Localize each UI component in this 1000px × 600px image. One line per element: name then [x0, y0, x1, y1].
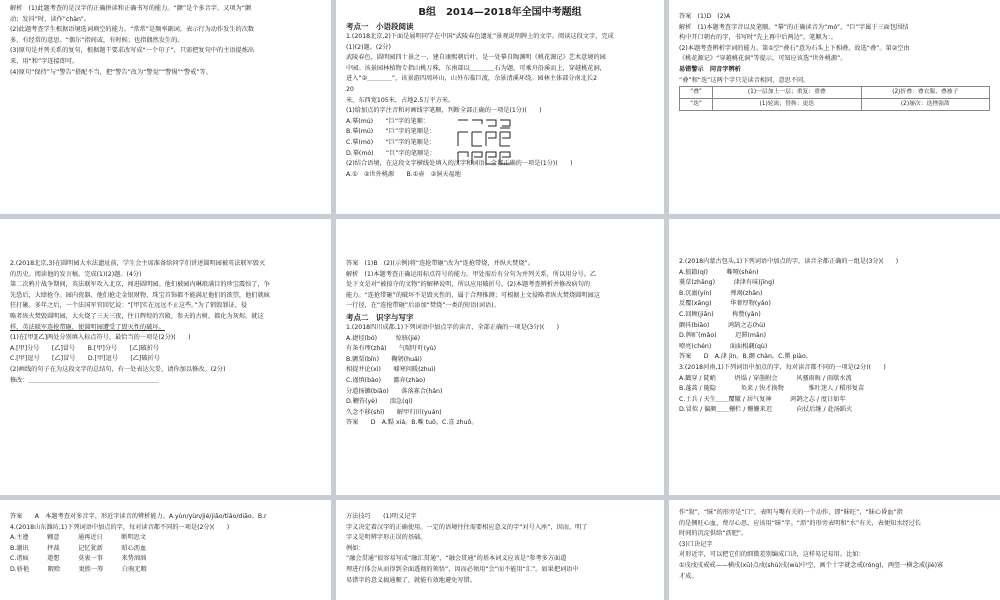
text-line: C.士兵 / 天生＿＿覆辙 / 居气复神 鸿鹄之志 / 度日如年 [679, 395, 846, 403]
text-line: 例如： [346, 544, 365, 552]
text-line: 颤抖(biāo) 鸿鹄之志(hù) [679, 321, 766, 329]
text-line: (1)给加点的字注音和对画线字笔顺，判断全部正确的一项是(1分)( ) [346, 107, 542, 115]
document-page-9 [669, 500, 1000, 600]
text-line: 作“叙”，“昧”的形旁是“口”，表明与嘴有关的一个动作，即“昧旺”，“昧心昏血”指 [679, 509, 903, 516]
text-line: B.沉溺(yín) 殚竭(zhān) [679, 289, 763, 297]
text-line: 方法技巧 (1)明义记字 [346, 513, 417, 520]
text-line: C.谨慎(bào) 鄙弃(zhào) [346, 376, 426, 384]
text-line: C.诸疯 遨想 莫衷一事 来势汹汹 [10, 555, 147, 563]
text-line: 4.(2018山东潍坊,1)下列词语中加点的字，每对读音都不同的一项是(2分)( ) [10, 523, 230, 531]
text-line: A.摹(mú) “巨”字的笔顺： [346, 117, 429, 125]
text-line: (3)口诀记字 [679, 540, 713, 548]
document-page-1 [0, 0, 331, 214]
text-line: 解析 (1)此题考查的是汉字的正确拼读和正确书写的能力。“颤”是个多音字，又项为“颤 [10, 5, 252, 12]
text-line: 理进行体会从而得到全面透彻的领悟”，因而必须用“会”而不能用“汇”。如果把词语中 [346, 565, 579, 573]
text-line: D.冒似 / 偏颇＿＿栅栏 / 姗姗来迟 向仗后继 / 赴汤蹈火 [679, 406, 853, 414]
text-line: C.[甲]逗号 [乙]冒号 D.[甲]逗号 [乙]破折号 [10, 355, 160, 363]
text-line: A.狼籍(qí) 嘶哑(shěn) [679, 268, 759, 276]
table-cell: (1)一层加上一层；重复：重叠 [712, 87, 861, 99]
text-line: B.摹(mú) “巨”字的笔顺是： [346, 128, 436, 136]
text-line: 米，东西宽105米，占地2.5万平方米。 [346, 96, 455, 104]
text-line: 解析 (1)本题考查字音以及笔顺。“摹”的正确读音为“mó”，“巨”字属于三面包围结 [679, 23, 909, 31]
document-page-7 [0, 500, 331, 600]
text-line: 能力。“连抢带砸”的破坏不是毁灭性的，属于合理推测；可根据上文侵略者纵火焚烧圆明园这 [346, 291, 600, 299]
text-line: 嘹亮(chén) 面面相觑(qù) [679, 342, 768, 350]
text-line: 时间的沉淀供给“沥肥”。 [679, 530, 748, 538]
answer-line: 答案 (1)B (2)(示例)将“连抢带砸”改为“连抢带烧，并纵火焚烧”。 [346, 260, 534, 267]
text-line: 反覆(xāng) 华奢厚物(yǎo) [679, 300, 771, 308]
text-line: 第二次鸦片战争期间，英法联军攻入北京，闯进圆明园。他们被园内琳琅满目的珍宝震惊了，争 [10, 281, 270, 289]
text-line: A.[甲]分号 [乙]冒号 B.[甲]分号 [乙]破折号 [10, 344, 160, 352]
text-line: 武陵春色，圆明园四十景之一，建自康熙朝后叶，是一处摹自陶渊明《桃花源记》艺术意境的园 [346, 54, 606, 62]
text-line: (1)在[甲][乙]两处分别填入标点符号，最恰当的一项是(2分)( ) [10, 334, 191, 342]
text-line: 解析 (1)本题考查正确运用标点符号的能力。甲处需后有分句为并列关系，所以用分号。乙 [346, 270, 597, 278]
text-line: 样，英法联军连抢带砸，使圆明园遭受了毁灭性的破坏。 [10, 323, 165, 331]
text-line: 2.(2018内蒙古包头,1)下列词语中加点的字，读音全都正确的一组是(3分)( ) [679, 258, 899, 265]
tip-heading: 易错警示 同音字辨析 [679, 65, 741, 73]
document-page-5 [336, 219, 664, 495]
text-line: 略者纵火焚毁圆明园，大火烧了三天三夜，往日辉煌的宫殿，参天的古树，都化为灰烬。就这 [10, 312, 264, 320]
text-line: (2)结合语境，在这段文字横线处填入的汉字和词语，全都正确的一项是(1分)( ) [346, 160, 573, 168]
text-line: 《桃花源记》“穿越桃花洞”等提示，可知应该选“世外桃源”。 [679, 55, 847, 63]
text-line: 中园。该景园林植物专指山桃万株，东南部以＿＿＿＿石为题，可乘舟沿溪而上，穿越桃花洞， [346, 64, 606, 72]
text-line: 多，有经常的意思。“偶尔”指间或，有时候；也指偶然发生的。 [10, 36, 184, 44]
section-title: B组 2014—2018年全国中考题组 [418, 7, 582, 18]
text-line: 的历史。阅读他的发言稿，完成(1)(2)题。(4分) [10, 270, 142, 278]
document-page-3 [669, 0, 1000, 214]
text-line: 动；发抖”时，读作“chàn”。 [10, 15, 91, 23]
text-line: (4)原句“保持”与“警告”搭配不当，把“警告”改为“警觉”“警惕”“警戒”等。 [10, 68, 212, 76]
text-line: 久念不移(shī) 解甲归田(yuán) [346, 408, 442, 416]
section-heading: 考点二 识字与写字 [346, 312, 414, 322]
text-line: 狂打砸。多年之后，一个法国军官回忆说：“[甲]实在远远不止这些。”为了销毁罪证，侵 [10, 302, 248, 310]
text-line: 对形近字，可以把它们的细微差别编成口诀，这样易记易用。比如： [679, 551, 865, 559]
table-cell: (1)轮流；替换：更迭 [712, 99, 861, 111]
document-page-8 [336, 500, 664, 600]
text-line: B.潮讯 抨裁 记忆犹新 昭心沥血 [10, 544, 147, 552]
text-line: B.蓬蒿 / 随隐 奂来 / 快才换物 惟吐迷人 / 稻形复苗 [679, 385, 865, 393]
text-line: 一行径，在“连抢带砸”后添加“焚烧”一类的短语(词语)。 [346, 302, 500, 310]
text-line: C.摹(mó) “巨”字的笔顺是： [346, 138, 436, 146]
homophone-table [679, 86, 990, 111]
text-line: ①戌戍戌戒戒——横戌(xū)点戍(shù)戌(wù)中空，画个十字就念戒(róng)，两竖一横念戒(jiè)寡 [679, 561, 944, 569]
text-line: 3.(2018河南,1)下列词语中加点的字，每对读音都不同的一项是(2分)( ) [679, 363, 886, 371]
table-cell: (2)屡次：迭挫强敌 [861, 99, 989, 111]
text-line: (2)此题考查学生根据语境选词填空的能力。“常常”是频率副词，表示行为动作发生的次数 [10, 26, 255, 34]
text-line: 相提并论(xì) 嘘寒问暖(zhuì) [346, 366, 436, 374]
text-line: 分道扬镳(biāo) 落落寡合(hán) [346, 387, 443, 395]
text-line: 才成。 [679, 572, 698, 580]
document-page-2 [336, 0, 664, 214]
text-line: A.捷径(bó) 惊骇(jié) [346, 334, 421, 342]
text-line: (2)画线的句子在为这段文字的总结句，有一处表达欠妥，请你加以修改。(2分) [10, 365, 226, 373]
text-line: 1.(2018北京,2)下面是展明同学在中国“武陵春色遗址”景观说明牌上的文字。阅读这段文字，完成 [346, 33, 614, 40]
section-heading: 考点一 小语段阅读 [346, 22, 414, 31]
text-line: 菱草(zhāng) 津津有味(jīng) [679, 279, 775, 287]
table-cell: (2)折叠：叠衣服、叠被子 [861, 87, 989, 99]
answer-line: 答案 A 本题考查对多音字、形近字读音的辨析能力。A.yùn/yùn/jié/jiāo/tiāo/diāo。B.r [10, 513, 267, 520]
table-cell: “迭” [680, 99, 713, 111]
text-line: “融会贯通”很容易写成“融汇贯通”，“融会贯通”的基本词义应该是“参考多方面道 [346, 555, 567, 563]
text-line: 构中开口朝右的字，书写时“先上再中后两边”，笔顺为：。 [679, 34, 837, 42]
text-line: 修改：＿＿＿＿＿＿＿＿＿＿＿＿＿＿＿＿＿＿＿＿＿ [10, 376, 159, 384]
document-page-6 [669, 219, 1000, 495]
text-line: (2)本题考查辨析字词的能力。第①空“叠石”意为石头上下相叠，故选“叠”。第②空由 [679, 44, 910, 52]
text-line: B.颤栗(bǐn) 鞠躬(huái) [346, 355, 422, 363]
text-line: 2.(2018北京,3)在圆明园大水法遗址前，学生会主席准备给同学们讲述圆明园被英法联军毁灭 [10, 260, 266, 267]
stroke-order-diagram [456, 116, 526, 166]
answer-line: 答案 (1)D (2)A [679, 13, 731, 20]
text-line: 20 [346, 85, 354, 93]
page-1-text [10, 4, 321, 78]
text-line: 字义是明辨字形正误的基础。 [346, 534, 427, 542]
table-cell: “叠” [680, 87, 713, 99]
text-line: 来，用“和”字连接即可。 [10, 57, 79, 65]
text-line: (3)原句是并列关系的复句，根据题干要求改写成“一个句子”，只需把复句中的主语提炼出 [10, 47, 255, 55]
text-line: 字义决定着汉字的正确使用。一定的语境往往需要相应意义的字“对号入座”，因而，明了 [346, 523, 588, 531]
text-line: 的是侧旺心血，费尽心思，应该用“昧”字。“沥”的形旁表明和“水”有关，表便知水经过长 [679, 519, 921, 527]
text-line: D.牌旷(mǎo) 迟滞(mǎn) [679, 332, 767, 340]
text-line: 进入“②＿＿＿＿”，该景游四周环山，山外东临巨流，余景清溪环绕。园林主体部分南北长2 [346, 75, 598, 83]
text-line: 1.(2018四川成都,1)下列词语中加点字的读音，全部正确的一项是(3分)( ) [346, 323, 560, 331]
text-line: A.主遵 翱意 通再近日 断明思文 [10, 534, 147, 542]
text-line: A.① ②世外桃源 B.①壶 ②洞天福地 [346, 170, 461, 178]
document-page-4 [0, 219, 331, 495]
table-row [680, 87, 990, 99]
text-line: D.骄艳 暇赊 更胜一筹 白驹无暇 [10, 565, 147, 573]
text-line: 先恐后，大肆抢夺。园内瓷器、他们抢走金银财物、珠宝首饰都不能满足他们的欲望，他们就疯 [10, 291, 270, 299]
text-line: (1)(2)题。(2分) [346, 43, 391, 51]
text-line: D.摹(mó) “巨”字的笔顺是： [346, 149, 436, 157]
answer-line: 答案 D A.津 jìn。B.颤 chàn。C.罂 piào。 [679, 353, 812, 361]
tip-line: “叠”和“迭”这两个字只是读音相同，意思不同。 [679, 76, 810, 84]
text-line: A.戳穿 / 陡峭 坍塌 / 穿凿附会 风骚雨晦 / 雨歇水流 [679, 374, 852, 382]
answer-line: 答案 D A.黠 xiá。B.嘶 tuō。C.喜 zhuō。 [346, 419, 478, 427]
text-line: C.回顾(jiān) 称赞(yǎn) [679, 310, 761, 318]
table-row [680, 99, 990, 111]
text-line: 易错字的意义搞通顺了，就能有效地避免写错。 [346, 576, 476, 584]
text-line: D.鞭笞(yè) 湍急(qí) [346, 398, 413, 406]
text-line: 处下文是对“被掠夺的文物”的解释说明，所以应用破折号。(2)本题考查辨析并修改病句的 [346, 281, 591, 289]
text-line: 有条有理(zhá) 气喘吁吁(yù) [346, 345, 437, 353]
